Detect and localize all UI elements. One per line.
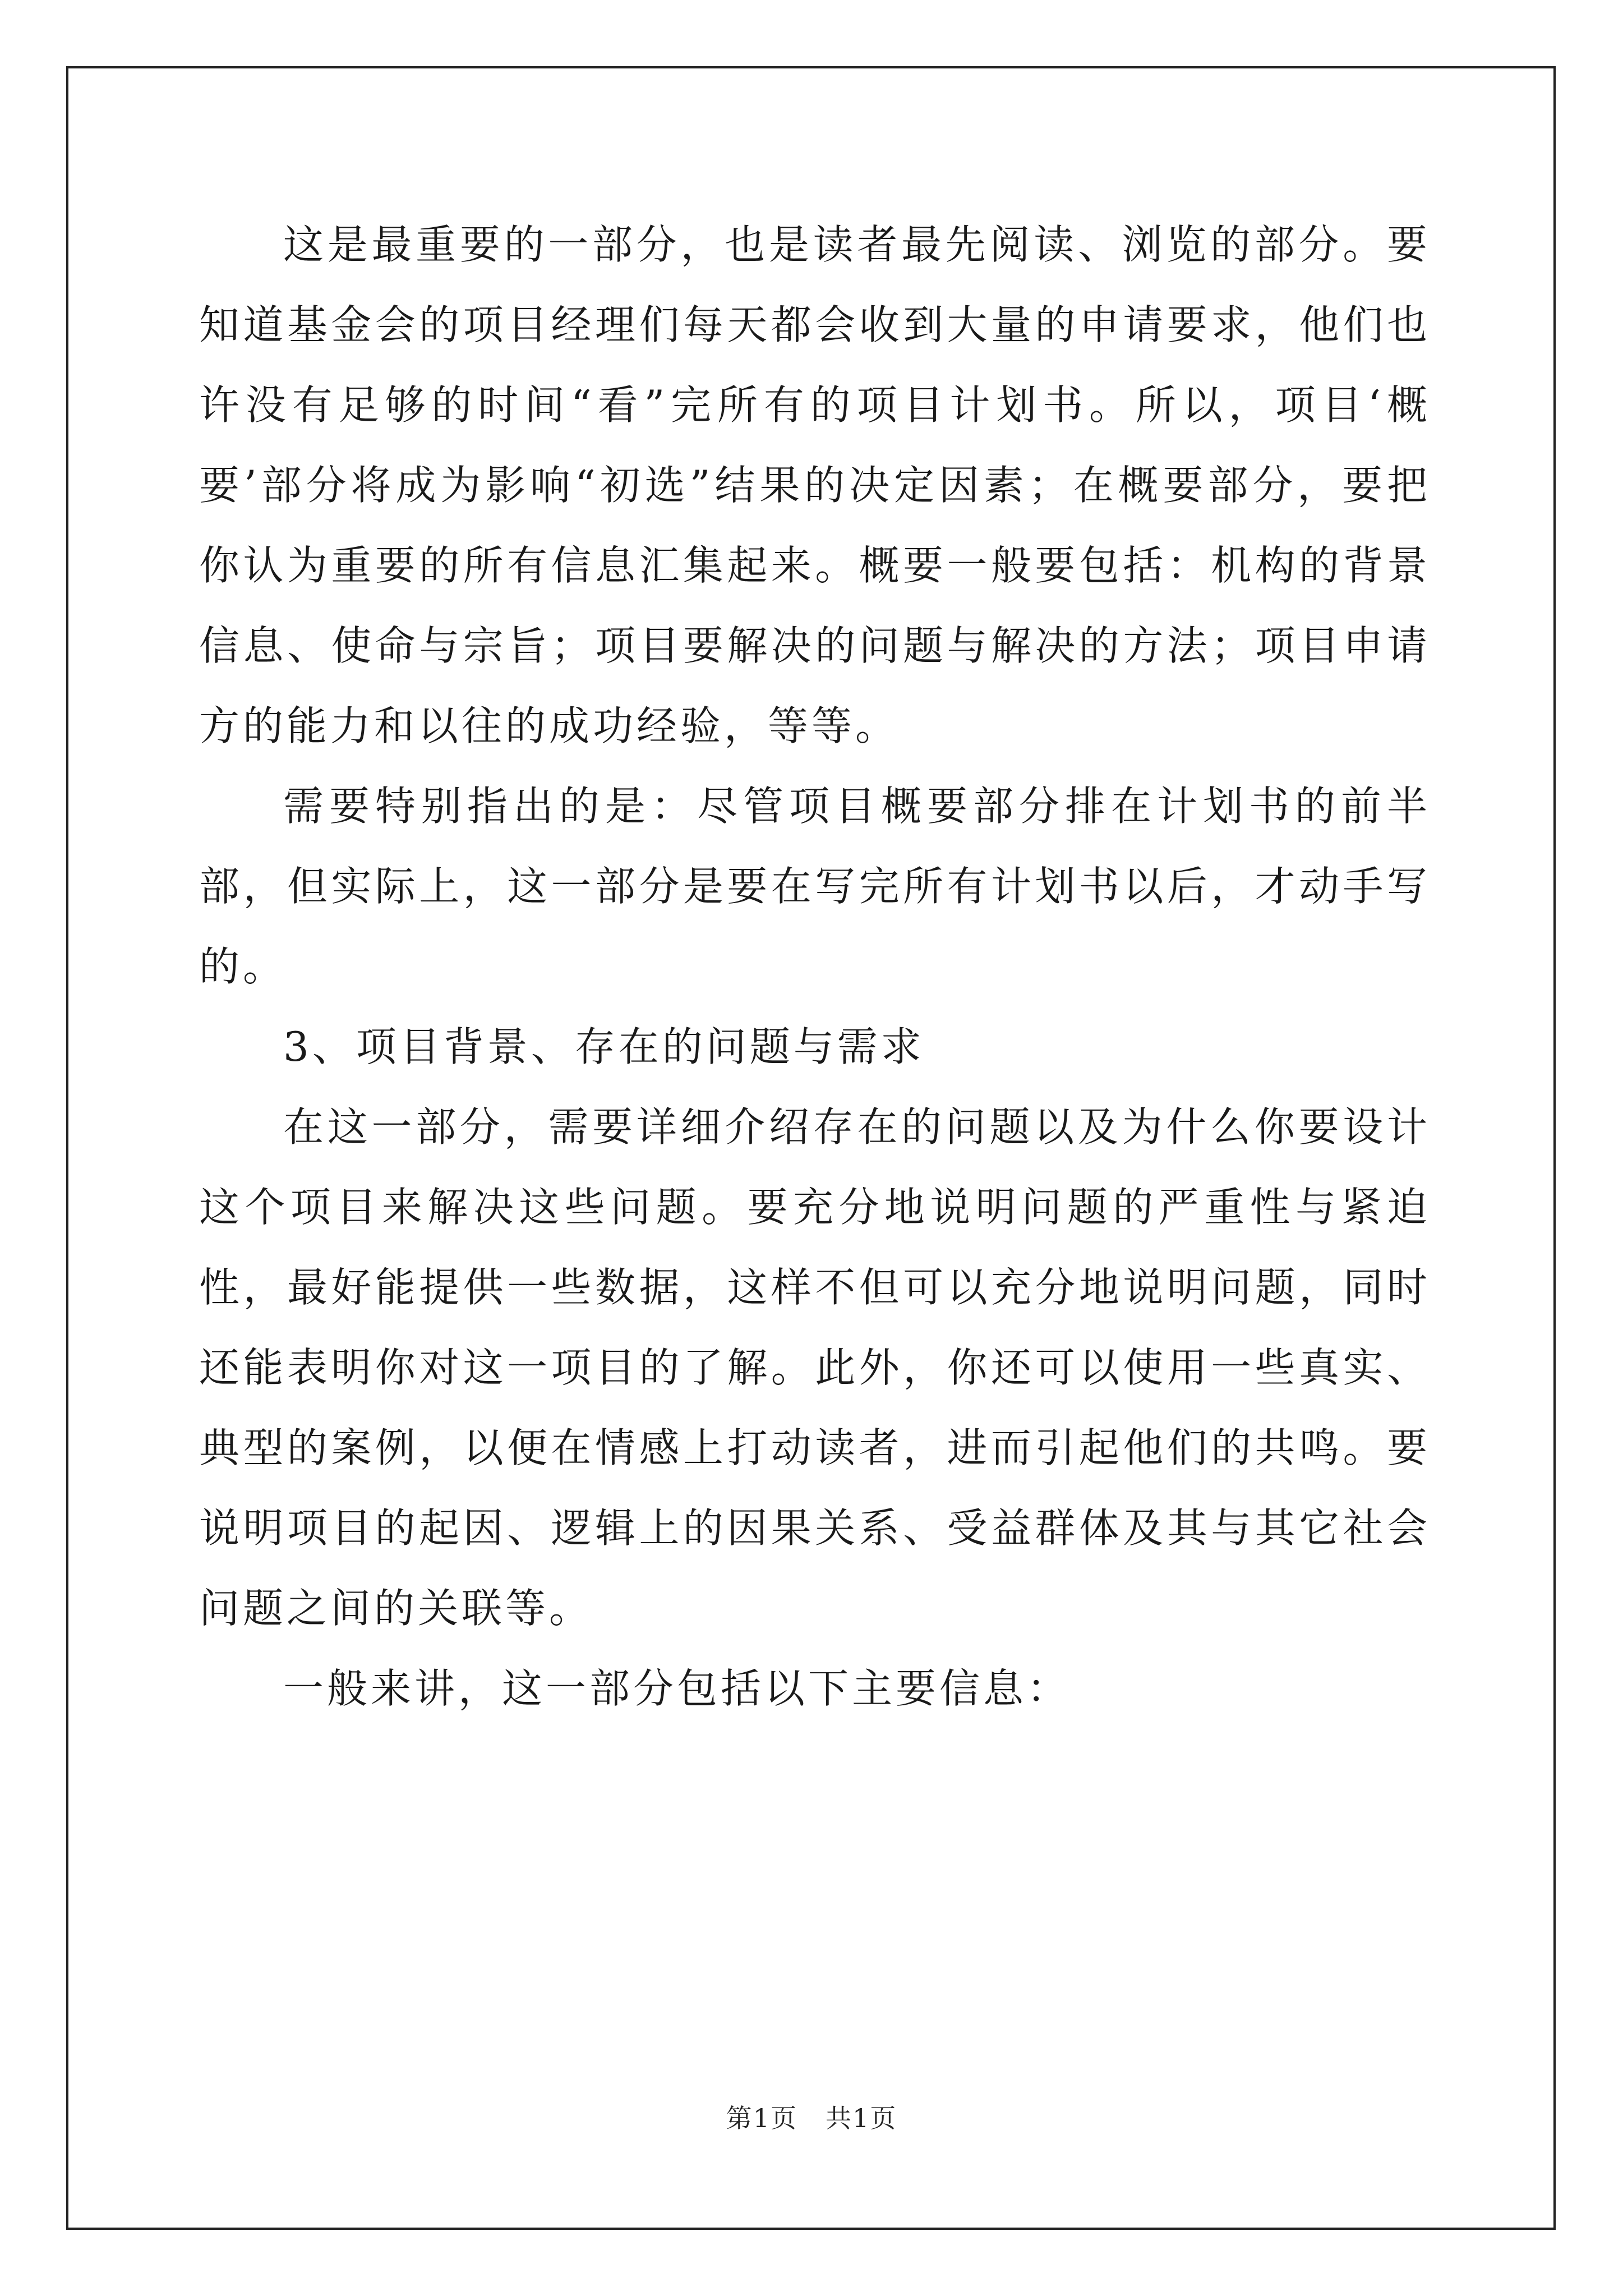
page-total: 共1页 xyxy=(826,2103,897,2133)
page-footer xyxy=(0,2098,1623,2135)
paragraph-summary-importance: 这是最重要的一部分，也是读者最先阅读、浏览的部分。要知道基金会的项目经理们每天都会收到大量的申请要求，他们也许没有足够的时间“看”完所有的项目计划书。所以，项目‘概要’部分将成为影响“初选”结果的决定因素；在概要部分，要把你认为重要的所有信息汇集起来。概要一般要包括：机构的背景信息、使命与宗旨；项目要解决的问题与解决的方法；项目申请方的能力和以往的成功经验，等等。 xyxy=(199,221,1431,749)
document-body xyxy=(199,205,1431,1729)
section-heading-background: 3、项目背景、存在的问题与需求 xyxy=(283,1023,925,1070)
paragraph-background-detail: 在这一部分，需要详细介绍存在的问题以及为什么你要设计这个项目来解决这些问题。要充分地说明问题的严重性与紧迫性，最好能提供一些数据，这样不但可以充分地说明问题，同时还能表明你对这一项目的了解。此外，你还可以使用一些真实、典型的案例，以便在情感上打动读者，进而引起他们的共鸣。要说明项目的起因、逻辑上的因果关系、受益群体及其与其它社会问题之间的关联等。 xyxy=(199,1103,1431,1632)
paragraph-summary-note: 需要特别指出的是：尽管项目概要部分排在计划书的前半部，但实际上，这一部分是要在写完所有计划书以后，才动手写的。 xyxy=(199,783,1431,990)
page-number: 第1页 xyxy=(726,2103,797,2133)
paragraph-main-info-intro: 一般来讲，这一部分包括以下主要信息： xyxy=(283,1665,1071,1712)
